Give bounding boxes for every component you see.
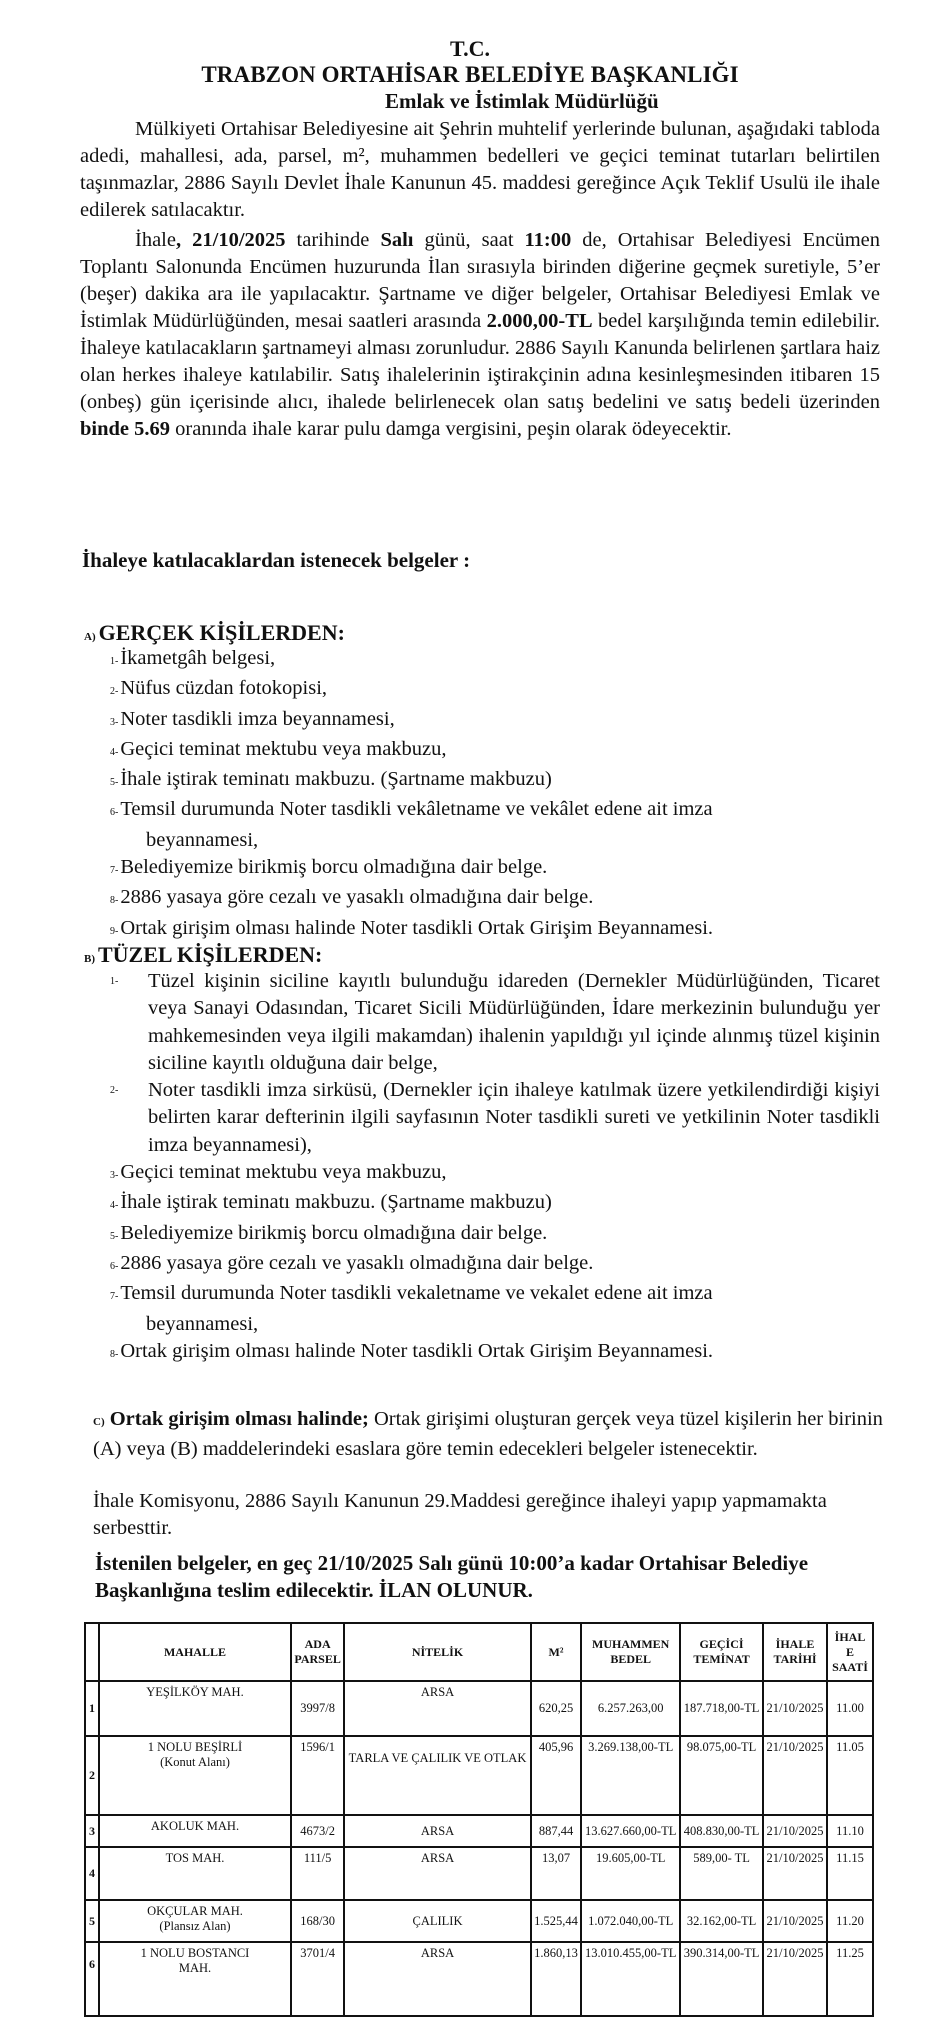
cell-nitelik: ARSA [344,1815,531,1847]
list-item [110,915,880,945]
list-item [110,1220,880,1250]
cell-mahalle [99,1847,291,1900]
item-text: Temsil durumunda Noter tasdikli vekâletname ve vekâlet edene ait imza [120,798,713,821]
table-row [85,1847,873,1900]
p2-text-b: tarihinde [285,229,381,251]
cell-bedel: 6.257.263,00 [581,1681,680,1736]
list-item [110,968,880,1077]
page-title: TRABZON ORTAHİSAR BELEDİYE BAŞKANLIĞI [201,62,739,87]
item-number: 5- [110,1230,119,1242]
cell-nitelik: ÇALILIK [344,1900,531,1942]
intro-paragraph-2 [80,227,880,443]
item-text: 2886 yasaya göre cezalı ve yasaklı olmadığına dair belge. [120,1251,594,1274]
department-subtitle: Emlak ve İstimlak Müdürlüğü [385,89,659,113]
cell-ada-parsel: 111/5 [291,1847,344,1900]
section-a-tag: A) [84,631,96,643]
cell-mahalle [99,1900,291,1942]
row-number: 3 [85,1815,99,1847]
header-row-number [85,1623,99,1681]
cell-m2: 1.525,44 [531,1900,582,1942]
mahalle-note: (Plansız Alan) [159,1919,231,1933]
cell-nitelik: TARLA VE ÇALILIK VE OTLAK [344,1736,531,1815]
cell-teminat: 589,00- TL [680,1847,763,1900]
cell-ada-parsel: 3701/4 [291,1942,344,2016]
item-text: 2886 yasaya göre cezalı ve yasaklı olmadığına dair belge. [120,886,594,909]
table-row [85,1681,873,1736]
mahalle-name: AKOLUK MAH. [150,1819,240,1833]
header-ihale-tarihi [763,1623,827,1681]
cell-nitelik: ARSA [344,1681,531,1736]
header-label: İHALE [775,1637,815,1651]
item-text: Noter tasdikli imza beyannamesi, [120,707,395,730]
table-row [85,1815,873,1847]
cell-nitelik: ARSA [344,1942,531,2016]
header-label: TARİHİ [773,1652,817,1666]
item-number: 8- [110,1348,119,1360]
table-row [85,1900,873,1942]
cell-teminat: 98.075,00-TL [680,1736,763,1815]
mahalle-name: OKÇULAR MAH. [147,1904,243,1918]
row-number: 4 [85,1847,99,1900]
header-label: ADA [304,1637,331,1651]
cell-teminat: 390.314,00-TL [680,1942,763,2016]
item-text: Belediyemize birikmiş borcu olmadığına dair belge. [120,856,548,879]
header-gecici-teminat [680,1623,763,1681]
auction-date: , 21/10/2025 [175,229,286,251]
section-a-title [84,620,345,646]
item-number: 4- [110,746,119,758]
cell-teminat: 32.162,00-TL [680,1900,763,1942]
cell-bedel: 3.269.138,00-TL [581,1736,680,1815]
auction-day: Salı [380,229,414,251]
intro-text-1: Mülkiyeti Ortahisar Belediyesine ait Şehrin muhtelif yerlerinde bulunan, aşağıdaki tabloda adedi, mahallesi, ada, parsel, m², muhammen bedelleri ve geçici teminat tutarları belirtilen taşınmazlar, 2886 Sayılı Devlet İhale Kanunun 45. maddesi gereğince Açık Teklif Usulü ile ihale edilerek satılacaktır. [80,118,880,221]
table-row [85,1736,873,1815]
cell-bedel: 13.010.455,00-TL [581,1942,680,2016]
list-item [110,884,880,914]
section-a-label: GERÇEK KİŞİLERDEN: [98,620,345,645]
section-b-label: TÜZEL KİŞİLERDEN: [98,942,323,967]
mahalle-name: 1 NOLU BOSTANCI MAH. [140,1946,250,1975]
commission-note: İhale Komisyonu, 2886 Sayılı Kanunun 29.Maddesi gereğince ihaleyi yapıp yapmamakta serbesttir. [93,1490,827,1539]
item-number: 4- [110,1200,119,1212]
mahalle-name: TOS MAH. [165,1851,225,1865]
item-text: Ortak girişim olması halinde Noter tasdikli Ortak Girişim Beyannamesi. [120,1339,714,1362]
item-number: 5- [110,777,119,789]
header-ihale-saati [827,1623,873,1681]
item-number: 1- [110,976,119,987]
item-text: İhale iştirak teminatı makbuzu. (Şartname makbuzu) [120,768,552,791]
cell-mahalle [99,1736,291,1815]
cell-nitelik: ARSA [344,1847,531,1900]
cell-tarih: 21/10/2025 [763,1681,827,1736]
header-muhammen-bedel [581,1623,680,1681]
mahalle-name: YEŞİLKÖY MAH. [146,1685,244,1699]
cell-bedel: 1.072.040,00-TL [581,1900,680,1942]
cell-m2: 887,44 [531,1815,582,1847]
p2-text-a: İhale [135,229,176,251]
cell-ada-parsel: 1596/1 [291,1736,344,1815]
list-item [110,706,880,736]
cell-ada-parsel: 3997/8 [291,1681,344,1736]
section-b-list [110,968,880,1368]
list-item [110,766,880,796]
item-number: 7- [110,865,119,877]
row-number: 2 [85,1736,99,1815]
header-tc: T.C. [450,36,490,61]
header-label: SAATİ [832,1659,868,1674]
header-label: PARSEL [294,1652,341,1666]
item-text: Temsil durumunda Noter tasdikli vekaletname ve vekalet edene ait imza [120,1282,713,1305]
list-item [110,854,880,884]
stamp-tax-rate: binde 5.69 [80,418,170,440]
header-label: E [845,1644,854,1659]
item-number: 9- [110,925,119,937]
section-c-label: Ortak girişim olması halinde; [109,1408,369,1430]
cell-bedel: 13.627.660,00-TL [581,1815,680,1847]
cell-ada-parsel: 168/30 [291,1900,344,1942]
item-text: Geçici teminat mektubu veya makbuzu, [120,1161,447,1184]
intro-paragraph-1 [80,116,880,224]
list-item [110,796,880,854]
cell-m2: 1.860,13 [531,1942,582,2016]
list-item [110,736,880,766]
list-item [110,645,880,675]
cell-teminat: 187.718,00-TL [680,1681,763,1736]
list-item [110,1189,880,1219]
section-c-paragraph [93,1406,883,1463]
list-item [110,1280,880,1338]
row-number: 1 [85,1681,99,1736]
cell-tarih: 21/10/2025 [763,1815,827,1847]
row-number: 6 [85,1942,99,2016]
header-mahalle [99,1623,291,1681]
header-label: M² [548,1644,564,1659]
documents-heading: İhaleye katılacaklardan istenecek belgeler : [82,548,471,572]
cell-mahalle [99,1815,291,1847]
header-nitelik [344,1623,531,1681]
cell-saat: 11.00 [827,1681,873,1736]
item-text: İkametgâh belgesi, [120,647,276,669]
cell-m2: 620,25 [531,1681,582,1736]
item-text-continued: beyannamesi, [146,1312,259,1335]
item-number: 8- [110,895,119,907]
header-label: TEMİNAT [693,1652,750,1666]
item-text: Noter tasdikli imza sirküsü, (Dernekler için ihaleye katılmak üzere yetkilendirdiği kişiyi belirten karar defterinin ilgili sayfasının Noter tasdikli sureti ve yetkilinin Noter tasdikli imza beyannamesi), [148,1079,880,1156]
cell-mahalle [99,1942,291,2016]
cell-tarih: 21/10/2025 [763,1847,827,1900]
list-item [110,1159,880,1189]
header-ada-parsel [291,1623,344,1681]
section-c-text: Ortak girişimi oluşturan gerçek veya tüzel kişilerin her birinin (A) veya (B) maddelerindeki esaslara göre temin edecekleri belgeler istenecektir. [93,1408,883,1460]
header-label: MUHAMMEN [592,1637,670,1651]
header-label: NİTELİK [411,1644,464,1659]
auction-time: 11:00 [524,229,572,251]
cell-tarih: 21/10/2025 [763,1736,827,1815]
list-item [110,1250,880,1280]
cell-ada-parsel: 4673/2 [291,1815,344,1847]
header-label: BEDEL [610,1652,652,1666]
list-item [110,1077,880,1159]
p2-text-e: bedel karşılığında temin edilebilir. İhaleye katılacakların şartnameyi alması zorunludur. 2886 Sayılı Kanunda belirlenen şartlara haiz olan herkes ihaleye katılabilir. Satış ihalelerinin iştirakçinin adına kesinleşmesinden itibaren 15 (onbeş) gün içerisinde alıcı, ihalede belirlenecek olan satış bedelini ve satış bedeli üzerinden [80,310,881,413]
cell-saat: 11.25 [827,1942,873,2016]
item-text: İhale iştirak teminatı makbuzu. (Şartname makbuzu) [120,1191,552,1214]
cell-teminat: 408.830,00-TL [680,1815,763,1847]
mahalle-name: 1 NOLU BEŞİRLİ [147,1740,243,1754]
item-text: Nüfus cüzdan fotokopisi, [120,677,328,700]
item-text: Ortak girişim olması halinde Noter tasdikli Ortak Girişim Beyannamesi. [120,916,714,939]
cell-saat: 11.10 [827,1815,873,1847]
cell-mahalle [99,1681,291,1736]
deadline-note: İstenilen belgeler, en geç 21/10/2025 Salı günü 10:00’a kadar Ortahisar Belediye Başkanlığına teslim edilecektir. İLAN OLUNUR. [95,1551,809,1602]
cell-saat: 11.05 [827,1736,873,1815]
item-number: 7- [110,1291,119,1303]
table-header-row [85,1623,873,1681]
section-b-tag: B) [84,953,95,965]
table-row [85,1942,873,2016]
mahalle-note: (Konut Alanı) [160,1755,230,1769]
header-label: MAHALLE [163,1644,226,1659]
item-text: Belediyemize birikmiş borcu olmadığına dair belge. [120,1221,548,1244]
item-text: Tüzel kişinin siciline kayıtlı bulunduğu idareden (Dernekler Müdürlüğünden, Ticaret veya Sanayi Odasından, Ticaret Sicili Müdürlüğünden, İdare merkezinin bulunduğu yer mahkemesinden veya ilgili makamdan) ihalenin yapıldığı yıl içinde alınmış tüzel kişinin siciline kayıtlı olduğuna dair belge, [148,970,880,1074]
section-a-list [110,645,880,945]
item-number: 3- [110,716,119,728]
header-m2 [531,1623,582,1681]
p2-text-d: de, Ortahisar Belediyesi Encümen Toplantı Salonunda Encümen huzurunda İlan sırasıyla birinden diğerine geçmek suretiyle, 5’er (beşer) dakika ara ile yapılacaktır. Şartname ve diğer belgeler, Ortahisar Belediyesi Emlak ve İstimlak Müdürlüğünden, mesai saatleri arasında [80,229,880,332]
item-number: 6- [110,1260,119,1272]
cell-m2: 13,07 [531,1847,582,1900]
item-number: 2- [110,686,119,698]
item-number: 6- [110,807,119,819]
list-item [110,675,880,705]
cell-tarih: 21/10/2025 [763,1900,827,1942]
section-c-tag: C) [93,1416,105,1428]
header-label: GEÇİCİ [699,1637,744,1651]
item-text-continued: beyannamesi, [146,828,259,851]
item-text: Geçici teminat mektubu veya makbuzu, [120,737,447,760]
cell-saat: 11.20 [827,1900,873,1942]
property-table [84,1622,874,2017]
p2-text-c: günü, saat [413,229,525,251]
p2-text-f: oranında ihale karar pulu damga vergisini, peşin olarak ödeyecektir. [170,418,732,440]
item-number: 2- [110,1085,119,1097]
cell-tarih: 21/10/2025 [763,1942,827,2016]
item-number: 3- [110,1170,119,1182]
cell-bedel: 19.605,00-TL [581,1847,680,1900]
header-label: İHAL [834,1629,866,1644]
item-number: 1- [110,656,119,667]
cell-saat: 11.15 [827,1847,873,1900]
row-number: 5 [85,1900,99,1942]
list-item [110,1338,880,1368]
section-b-title [84,942,322,968]
cell-m2: 405,96 [531,1736,582,1815]
specification-fee: 2.000,00-TL [486,310,593,332]
